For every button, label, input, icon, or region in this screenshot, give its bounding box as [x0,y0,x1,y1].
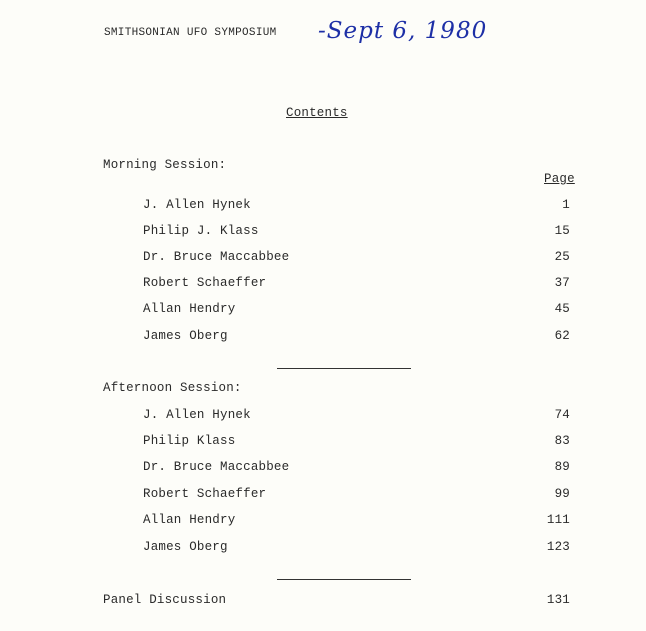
toc-entry-page: 45 [554,302,570,316]
document-header: SMITHSONIAN UFO SYMPOSIUM [104,27,277,39]
page-column-label: Page [544,172,575,186]
toc-entry-name: Philip Klass [143,434,236,448]
toc-entry-name: Dr. Bruce Maccabbee [143,460,290,474]
toc-entry-name: Robert Schaeffer [143,487,267,501]
panel-discussion-page: 131 [546,593,570,607]
panel-discussion-label: Panel Discussion [103,593,227,607]
toc-entry-name: Dr. Bruce Maccabbee [143,250,290,264]
afternoon-session-label: Afternoon Session: [103,381,242,395]
toc-entry-name: J. Allen Hynek [143,198,251,212]
toc-entry-name: Philip J. Klass [143,224,259,238]
toc-entry-name: J. Allen Hynek [143,408,251,422]
handwritten-date: -Sept 6, 1980 [318,18,488,44]
toc-entry-page: 15 [554,224,570,238]
section-divider [277,368,411,369]
morning-session-label: Morning Session: [103,158,227,172]
toc-entry-page: 111 [546,513,570,527]
toc-entry-name: James Oberg [143,329,228,343]
contents-title: Contents [286,106,348,120]
toc-entry-name: Robert Schaeffer [143,276,267,290]
toc-entry-page: 25 [554,250,570,264]
toc-entry-page: 62 [554,329,570,343]
toc-entry-name: Allan Hendry [143,302,236,316]
toc-entry-page: 74 [554,408,570,422]
toc-entry-page: 1 [562,198,570,212]
section-divider [277,579,411,580]
toc-entry-name: Allan Hendry [143,513,236,527]
toc-entry-page: 83 [554,434,570,448]
toc-entry-page: 99 [554,487,570,501]
toc-entry-page: 89 [554,460,570,474]
toc-entry-page: 37 [554,276,570,290]
toc-entry-name: James Oberg [143,540,228,554]
toc-entry-page: 123 [546,540,570,554]
